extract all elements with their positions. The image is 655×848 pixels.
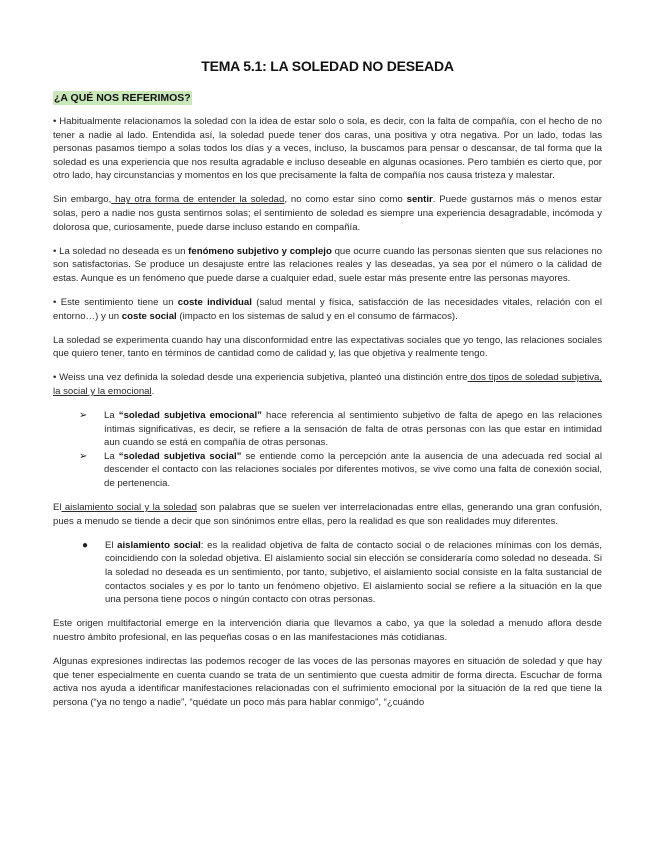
text-run: La (104, 450, 119, 462)
text-run: • La soledad no deseada es un (53, 245, 189, 257)
text-run: . Puede gustarnos más o menos estar solas, pero a nadie nos gusta sentirnos solas; el sentimiento de soledad es siempre una experiencia desagradable, incómoda y dolorosa que, curiosamente, puede darse incluso estando en compañía. (53, 194, 602, 233)
arrow-bullet-icon: ➢ (79, 410, 88, 422)
list-item (79, 409, 602, 450)
paragraph-expresiones: Algunas expresiones indirectas las podemos recoger de las voces de las personas mayores en situación de soledad y que hay que tener especialmente en cuenta cuando se trata de un sentimiento que cuesta admitir de forma directa. Escuchar de forma activa nos ayuda a identificar manifestaciones relacionadas con el sufrimiento emocional por la situación de la red que tiene la persona (“ya no tengo a nadie”, “quédate un poco más para hablar conmigo”, “¿cuándo (53, 656, 602, 708)
paragraph-coste (53, 296, 602, 323)
paragraph-intro: • Habitualmente relacionamos la soledad con la idea de estar solo o sola, es decir, con la falta de compañía, con el hecho de no tener a nadie al lado. Entendida así, la soledad puede tener dos caras, una positiva y otra negativa. Por un lado, todas las personas pasamos tiempo a solas todos los días y a veces, incluso, la buscamos para pensar o descansar, de tal forma que la soledad es una experiencia que nos resulta agradable e incluso deseable en algunas ocasiones. Pero también es cierto que, por otro lado, hay circunstancias y momentos en los que precisamente la falta de compañía nos causa tristeza y malestar. (53, 116, 602, 182)
list-item (82, 539, 602, 607)
paragraph-disconformidad: La soledad se experimenta cuando hay una disconformidad entre las expectativas sociales que yo tengo, las relaciones sociales que quiero tener, tanto en términos de cantidad como de calidad y, las que objetiva y realmente tengo. (53, 334, 602, 360)
text-run: • Este sentimiento tiene un (53, 297, 178, 309)
bold-text: sentir (406, 194, 433, 206)
text-run: se entiende como la percepción ante la ausencia de una adecuada red social al descender el contacto con las relaciones sociales por diferentes motivos, se vive como una falta de conexión social, de pertenencia. (104, 450, 602, 490)
bold-text: “soledad subjetiva emocional” (118, 410, 262, 422)
paragraph-fenomeno (53, 245, 602, 286)
text-run: que ocurre cuando las personas sienten que sus relaciones no son satisfactorias. Se produce un desajuste entre las relaciones reales y las deseadas, ya sea por el número o la calidad de estas. Aunque es un fenómeno que puede darse a cualquier edad, suele estar más presente entre las personas mayores. (53, 245, 602, 284)
bold-text: “soledad subjetiva social” (118, 450, 242, 462)
page-title: TEMA 5.1: LA SOLEDAD NO DESEADA (201, 58, 454, 74)
dot-list (53, 539, 602, 607)
section-heading: ¿A QUÉ NOS REFERIMOS? (54, 92, 191, 104)
list-item (79, 450, 602, 491)
text-run: El (53, 502, 62, 514)
dot-bullet-icon: ● (82, 539, 89, 551)
text-run: , no como estar sino como (284, 194, 407, 206)
text-run: son palabras que se suelen ver interrelacionadas entre ellas, generando una gran confusión, pues a menudo se tiende a decir que son sinónimos entre ellas, pero la realidad es que son realidades muy diferentes. (53, 502, 602, 527)
bold-text: fenómeno subjetivo y complejo (188, 245, 332, 257)
underlined-text: aislamiento social y la soledad (61, 502, 197, 514)
paragraph-sentir (53, 193, 602, 234)
paragraph-aislamiento (53, 501, 602, 528)
text-run: (impacto en los sistemas de salud y en el consumo de fármacos). (176, 310, 458, 322)
text-run: (salud mental y física, satisfacción de las necesidades vitales, relación con el entorno…) y un (53, 297, 602, 322)
bold-text: coste individual (177, 297, 252, 309)
underlined-text: dos tipos de soledad subjetiva, la social y la emocional (53, 372, 602, 397)
underlined-text: hay otra forma de entender la soledad (111, 194, 285, 206)
text-run: La (104, 410, 119, 422)
text-run: Sin embargo, (53, 194, 112, 206)
paragraph-weiss (53, 371, 602, 398)
arrow-bullet-icon: ➢ (79, 450, 88, 462)
text-run: El (105, 539, 118, 551)
bold-text: coste social (121, 310, 177, 322)
text-run: hace referencia al sentimiento subjetivo de falta de apego en las relaciones íntimas significativas, es decir, se refiere a la sensación de falta de otras personas con las que estar en intimidad aun cuando se está en compañía de otras personas. (104, 410, 602, 449)
bold-text: aislamiento social (117, 539, 201, 551)
arrow-list (53, 409, 602, 491)
text-run: • Weiss una vez definida la soledad desde una experiencia subjetiva, planteó una distinción entre (53, 372, 468, 384)
text-run: : es la realidad objetiva de falta de contacto social o de relaciones mínimas con los demás, coincidiendo con la soledad objetiva. El aislamiento social sin elección se consideraría como soledad no deseada. Si la soledad no deseada es un sentimiento, por tanto, subjetivo, el aislamiento social consiste en la falta sustancial de contactos sociales y es por lo tanto un fenómeno objetivo. El aislamiento social se refiere a la situación en la que una persona tiene pocos o ningún contacto con otras personas. (105, 539, 602, 606)
paragraph-origen: Este origen multifactorial emerge en la intervención diaria que llevamos a cabo, ya que la soledad a menudo aflora desde nuestro ámbito profesional, en las pequeñas cosas o en las manifestaciones más cotidianas. (53, 618, 602, 643)
text-run: . (151, 386, 155, 397)
